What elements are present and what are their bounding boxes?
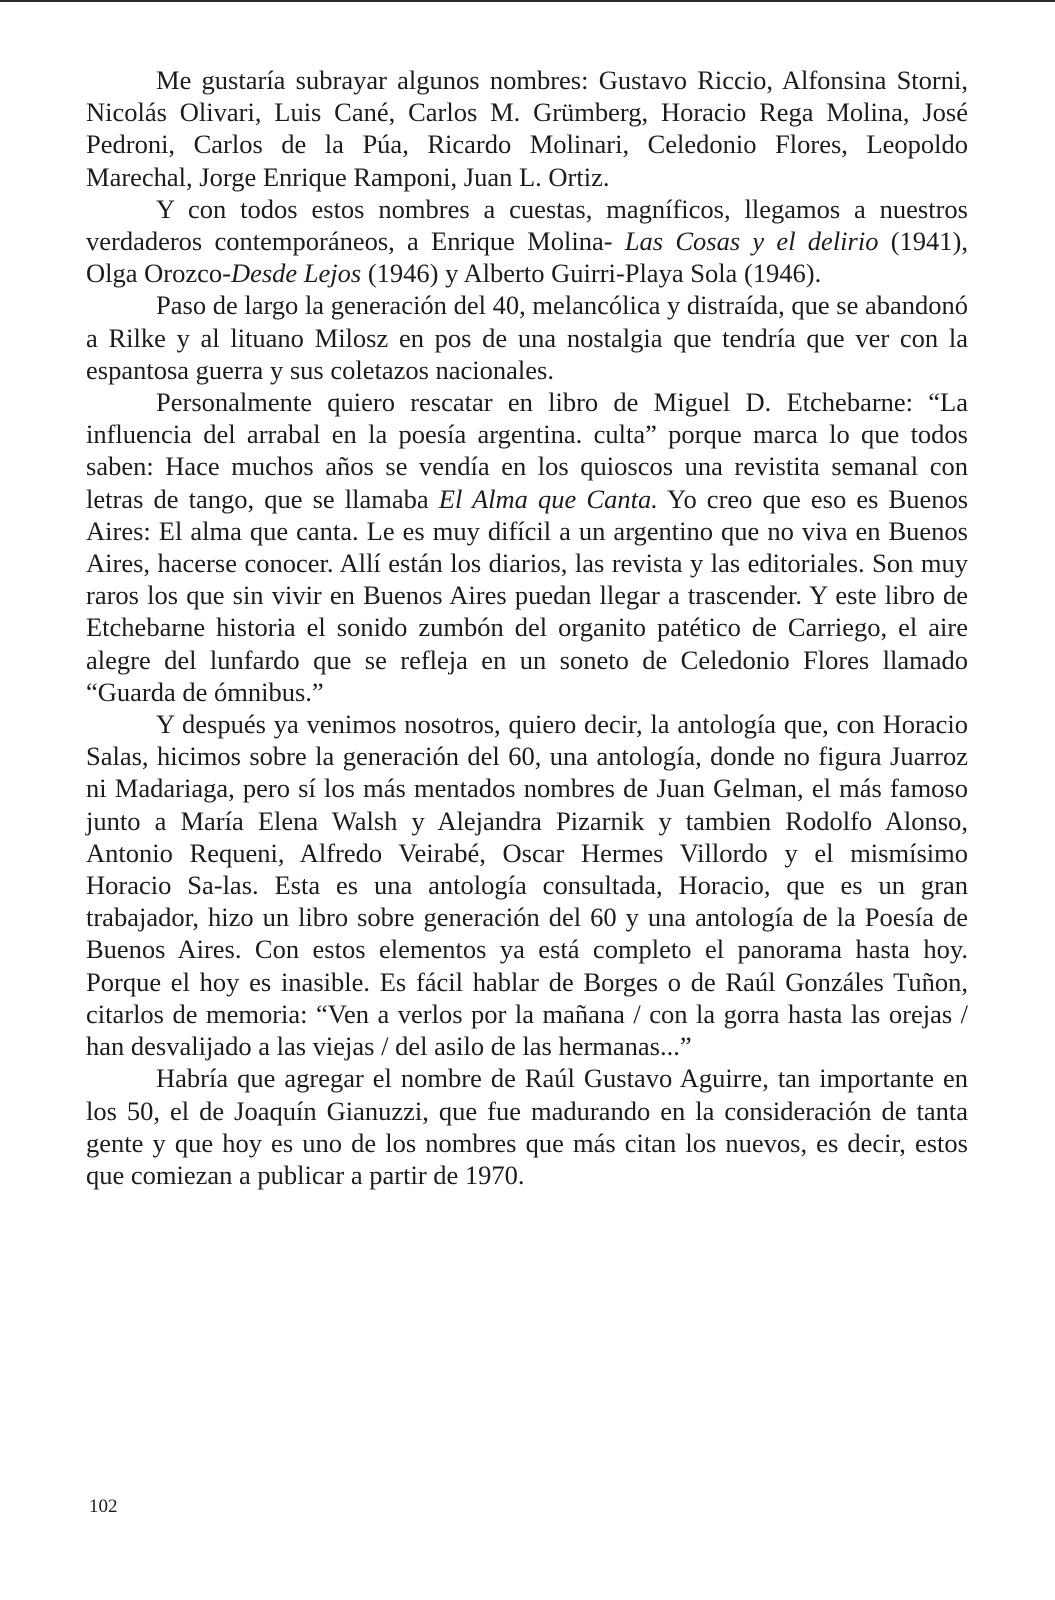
paragraph-text: (1946) y Alberto Guirri-Playa Sola (1946). xyxy=(361,258,822,289)
paragraph xyxy=(86,193,968,290)
page-body xyxy=(86,64,968,1191)
paragraph-text: Habría que agregar el nombre de Raúl Gustavo Aguirre, tan importante en los 50, el de Joaquín Gianuzzi, que fue madurando en la consideración de tanta gente y que hoy es uno de los nombres que más citan los nuevos, es decir, estos que comiezan a publicar a partir de 1970. xyxy=(86,1063,968,1190)
paragraph xyxy=(86,1062,968,1191)
magazine-title: El Alma que Canta. xyxy=(438,483,658,514)
paragraph xyxy=(86,64,968,193)
paragraph-text: Yo creo que eso es Buenos Aires: El alma que canta. Le es muy difícil a un argentino que no viva en Buenos Aires, hacerse conocer. Allí están los diarios, las revista y las editoriales. Son muy raros los que sin vivir en Buenos Aires puedan llegar a trascender. Y este libro de Etchebarne historia el sonido zumbón del organito patético de Carriego, el aire alegre del lunfardo que se refleja en un soneto de Celedonio Flores llamado “Guarda de ómnibus.” xyxy=(86,483,969,707)
page-number: 102 xyxy=(89,1496,118,1517)
paragraph-text: Paso de largo la generación del 40, melancólica y distraída, que se abandonó a Rilke y al lituano Milosz en pos de una nostalgia que tendría que ver con la espantosa guerra y sus coletazos nacionales. xyxy=(86,290,968,385)
paragraph-text: (1941), Olga Orozco- xyxy=(86,226,968,289)
paragraph xyxy=(86,386,968,708)
paragraph xyxy=(86,708,968,1062)
paragraph-text: Y con todos estos nombres a cuestas, magníficos, llegamos a nuestros verdaderos contemporáneos, a Enrique Molina- xyxy=(86,193,968,257)
paragraph-text: Me gustaría subrayar algunos nombres: Gustavo Riccio, Alfonsina Storni, Nicolás Olivari, Luis Cané, Carlos M. Grümberg, Horacio Rega Molina, José Pedroni, Carlos de la Púa, Ricardo Molinari, Celedonio Flores, Leopoldo Marechal, Jorge Enrique Ramponi, Juan L. Ortiz. xyxy=(86,65,968,192)
paragraph-text: Personalmente quiero rescatar en libro de Miguel D. Etchebarne: “La influencia del arrabal en la poesía argentina. culta” porque marca lo que todos saben: Hace muchos años se vendía en los quioscos una revistita semanal con letras de tango, que se llamaba xyxy=(86,387,968,514)
paragraph-text: Y después ya venimos nosotros, quiero decir, la antología que, con Horacio Salas, hicimos sobre la generación del 60, una antología, donde no figura Juarroz ni Madariaga, pero sí los más mentados nombres de Juan Gelman, el más famoso junto a María Elena Walsh y Alejandra Pizarnik y tambien Rodolfo Alonso, Antonio Requeni, Alfredo Veirabé, Oscar Hermes Villordo y el mismísimo Horacio Sa-las. Esta es una antología consultada, Horacio, que es un gran trabajador, hizo un libro sobre generación del 60 y una antología de la Poesía de Buenos Aires. Con estos elementos ya está completo el panorama hasta hoy. Porque el hoy es inasible. Es fácil hablar de Borges o de Raúl Gonzáles Tuñon, citarlos de memoria: “Ven a verlos por la mañana / con la gorra hasta las orejas / han desvalijado a las viejas / del asilo de las hermanas...” xyxy=(86,709,968,1062)
book-title: Desde Lejos xyxy=(230,258,362,289)
top-border-line xyxy=(0,0,1055,2)
book-title: Las Cosas y el delirio xyxy=(624,226,879,257)
paragraph xyxy=(86,289,968,386)
